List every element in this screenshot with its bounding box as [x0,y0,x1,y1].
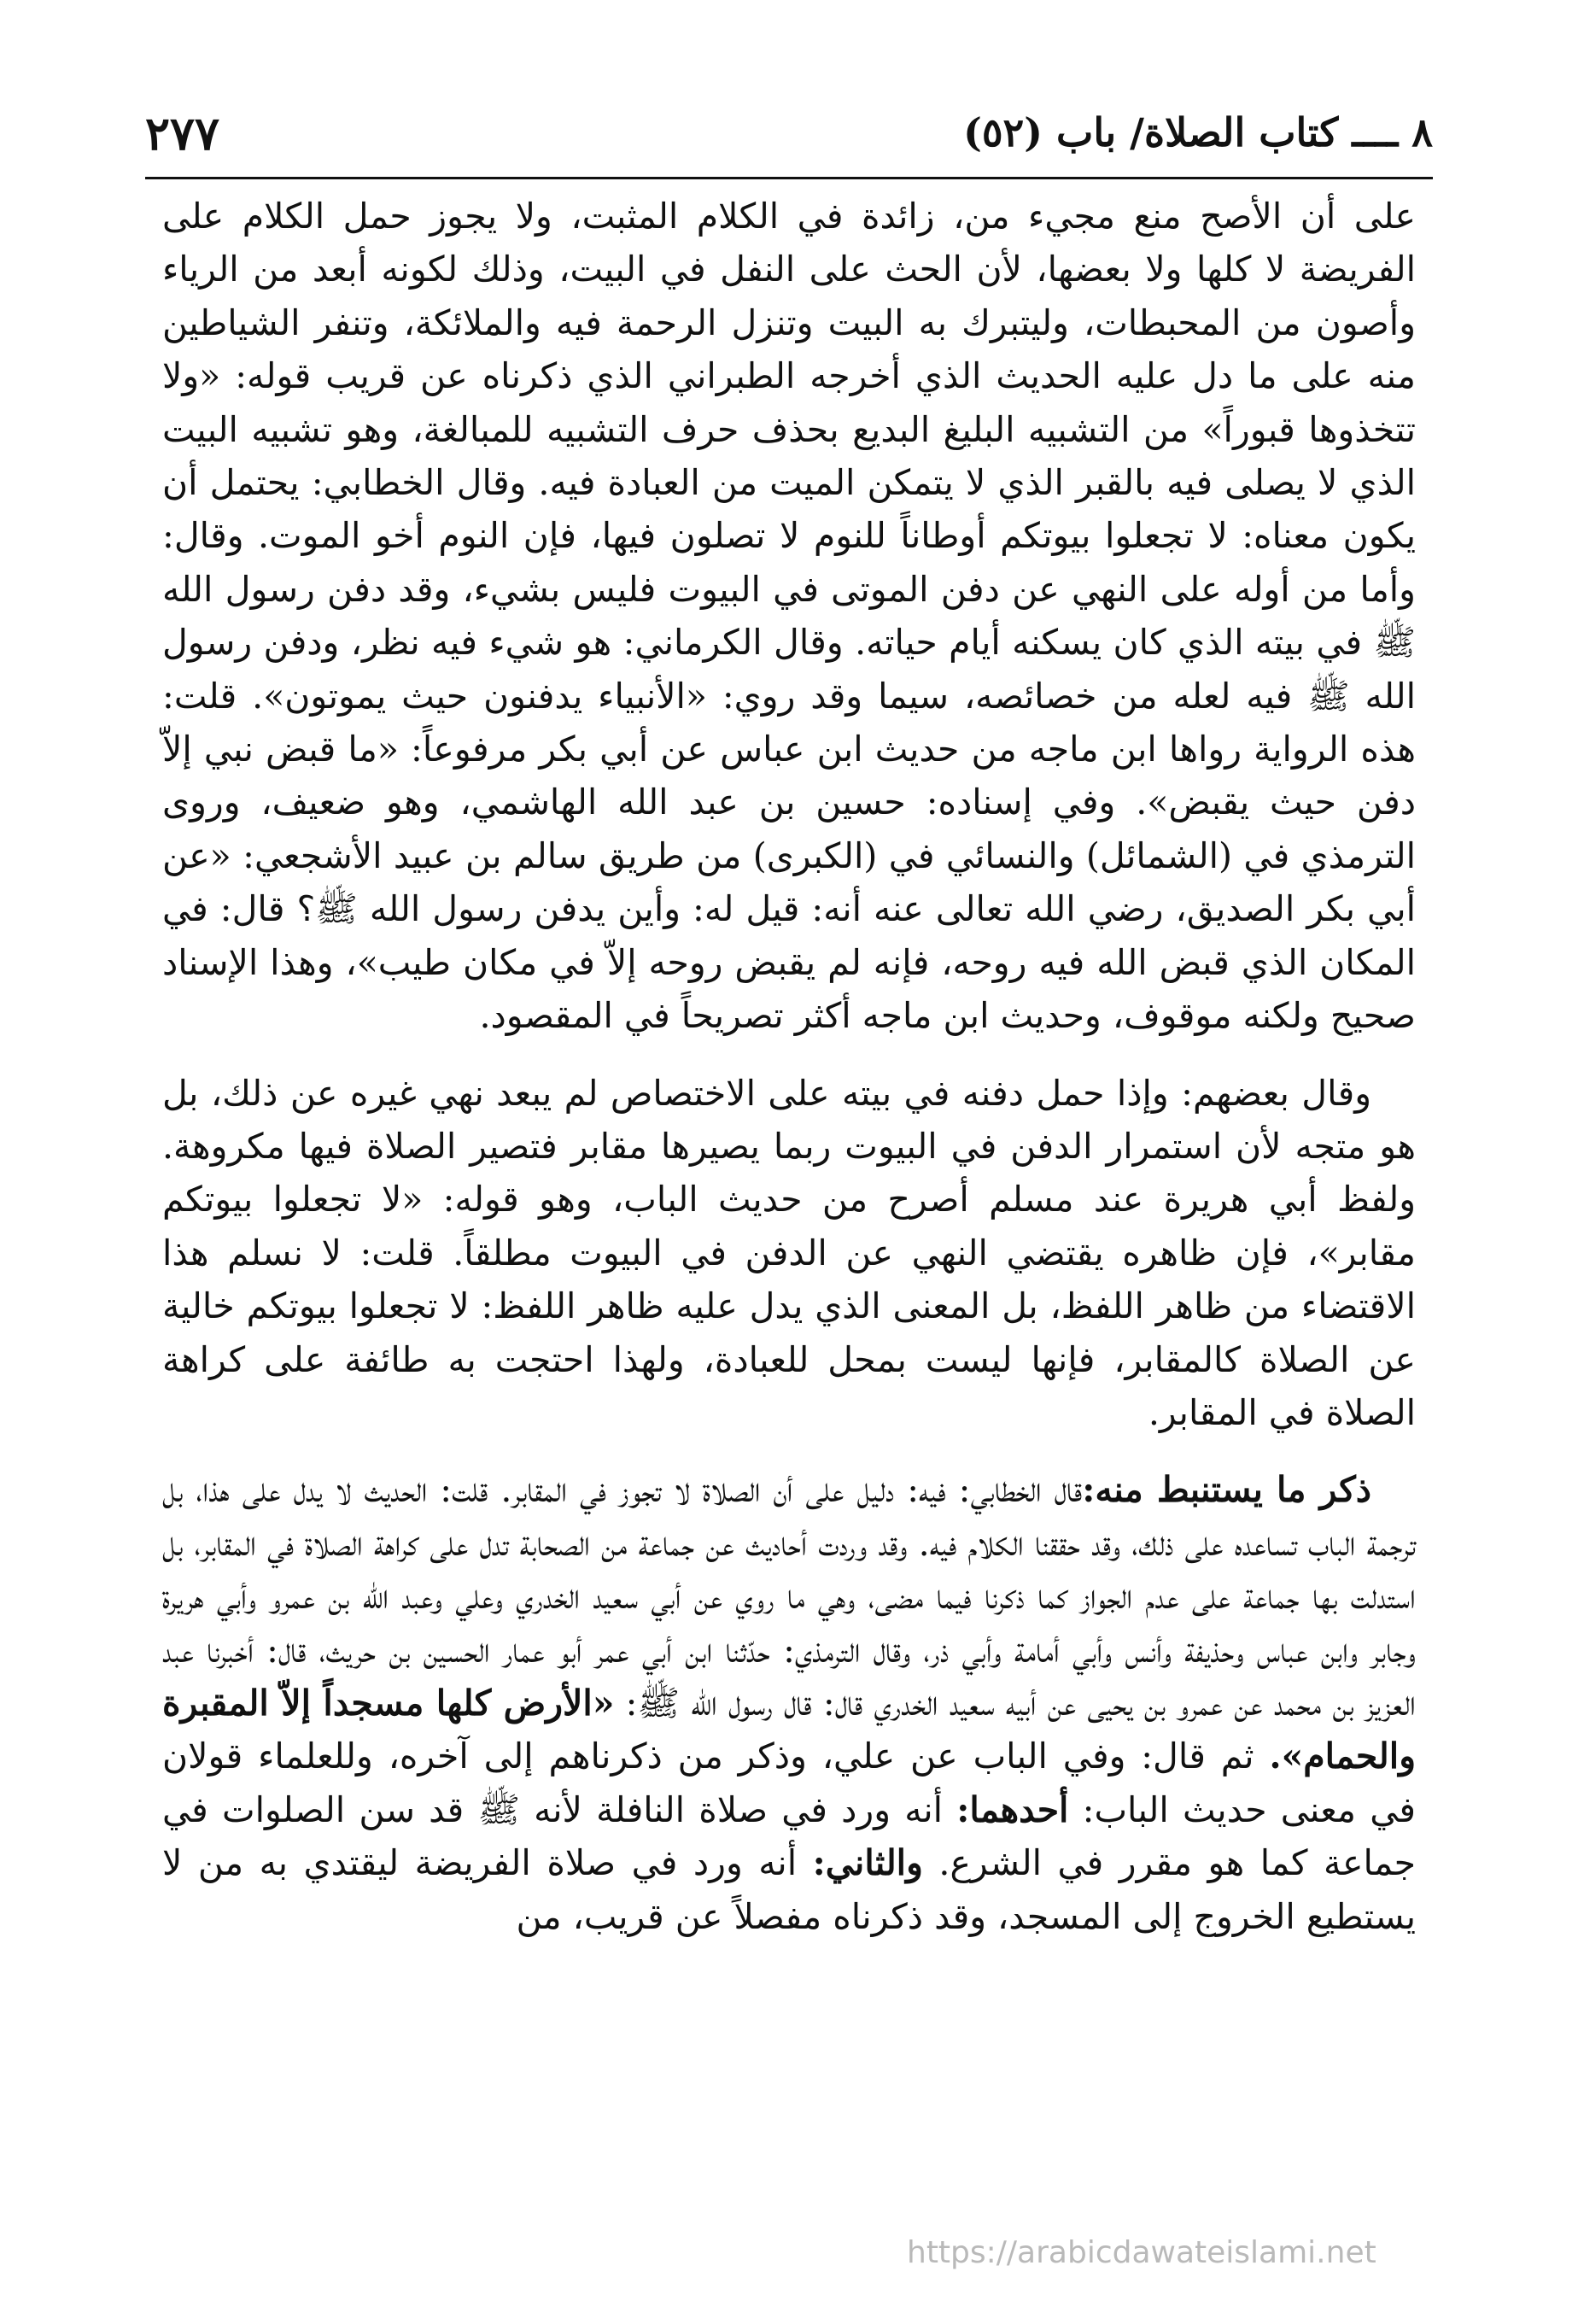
running-header-title: ٨ ــــ كتاب الصلاة/ باب (٥٢) [963,109,1433,155]
source-watermark: https://arabicdawateislami.net [907,2235,1376,2270]
hadith-quote: «الأرض كلها مسجداً إلاّ المقبرة والحمام». [162,1682,1416,1777]
paragraph-1: على أن الأصح منع مجيء من، زائدة في الكلام المثبت، ولا يجوز حمل الكلام على الفريضة لا كلها ولا بعضها، لأن الحث على النفل في البيت، وذلك لكونه أبعد من الرياء وأصون من المحبطات، وليتبرك به البيت وتنزل الرحمة فيه والملائكة، وتنفر الشياطين منه على ما دل عليه الحديث الذي أخرجه الطبراني الذي ذكرناه عن قريب قوله: «ولا تتخذوها قبوراً» من التشبيه البليغ البديع بحذف حرف التشبيه للمبالغة، وهو تشبيه البيت الذي لا يصلى فيه بالقبر الذي لا يتمكن الميت من العبادة فيه. وقال الخطابي: يحتمل أن يكون معناه: لا تجعلوا بيوتكم أوطاناً للنوم لا تصلون فيها، فإن النوم أخو الموت. وقال: وأما من أوله على النهي عن دفن الموتى في البيوت فليس بشيء، وقد دفن رسول الله ﷺ في بيته الذي كان يسكنه أيام حياته. وقال الكرماني: هو شيء فيه نظر، ودفن رسول الله ﷺ فيه لعله من خصائصه، سيما وقد روي: «الأنبياء يدفنون حيث يموتون». قلت: هذه الرواية رواها ابن ماجه من حديث ابن عباس عن أبي بكر مرفوعاً: «ما قبض نبي إلاّ دفن حيث يقبض». وفي إسناده: حسين بن عبد الله الهاشمي، وهو ضعيف، وروى الترمذي في (الشمائل) والنسائي في (الكبرى) من طريق سالم بن عبيد الأشجعي: «عن أبي بكر الصديق، رضي الله تعالى عنه أنه: قيل له: وأين يدفن رسول الله ﷺ؟ قال: في المكان الذي قبض الله فيه روحه، فإنه لم يقبض روحه إلاّ في مكان طيب»، وهذا الإسناد صحيح ولكنه موقوف، وحديث ابن ماجه أكثر تصريحاً في المقصود. [162,196,1416,1037]
header-rule [145,177,1433,179]
paragraph-2: وقال بعضهم: وإذا حمل دفنه في بيته على الاختصاص لم يبعد نهي غيره عن ذلك، بل هو متجه لأن استمرار الدفن في البيوت ربما يصيرها مقابر فتصير الصلاة فيها مكروهة. ولفظ أبي هريرة عند مسلم أصرح من حديث الباب، وهو قوله: «لا تجعلوا بيوتكم مقابر»، فإن ظاهره يقتضي النهي عن الدفن في البيوت مطلقاً. قلت: لا نسلم هذا الاقتضاء من ظاهر اللفظ، بل المعنى الذي يدل عليه ظاهر اللفظ: لا تجعلوا بيوتكم خالية عن الصلاة كالمقابر، فإنها ليست بمحل للعبادة، ولهذا احتجت به طائفة على كراهة الصلاة في المقابر. [162,1072,1416,1433]
page-header [145,101,1433,179]
page-number: ٢٧٧ [145,106,220,161]
paragraph-3-body: قال الخطابي: فيه: دليل على أن الصلاة لا تجوز في المقابر. قلت: الحديث لا يدل على هذا، بل ترجمة الباب تساعده على ذلك، وقد حققنا الكلام فيه. وقد وردت أحاديث عن جماعة من الصحابة تدل على كراهة الصلاة في المقابر، بل استدلت بها جماعة على عدم الجواز كما ذكرنا فيما مضى، وهي ما روي عن أبي سعيد الخدري وعلي وعبد الله بن عمرو وأبي هريرة وجابر وابن عباس وحذيفة وأنس وأبي أمامة وأبي ذر، وقال الترمذي: حدّثنا ابن أبي عمر أبو عمار الحسين بن حريث، قال: أخبرنا عبد العزيز بن محمد عن عمرو بن يحيى عن أبيه سعيد الخدري قال: قال رسول الله ﷺ: [162,1469,1416,1724]
first-opinion-text: أنه ورد في صلاة النافلة لأنه ﷺ قد سن الصلوات في جماعة كما هو مقرر في الشرع. [162,1788,1416,1884]
paragraph-3 [162,1463,1416,1943]
second-opinion-text: أنه ورد في صلاة الفريضة ليقتدي به من لا يستطيع الخروج إلى المسجد، وقد ذكرناه مفصلاً عن قريب، من [162,1842,1416,1937]
paragraph-3-after-quote: ثم قال: وفي الباب عن علي، وذكر من ذكرناهم إلى آخره، وللعلماء قولان في معنى حديث الباب: [162,1736,1416,1830]
section-heading: ذكر ما يستنبط منه: [1082,1469,1371,1511]
page-body [162,190,1416,1943]
second-opinion-label: والثاني: [812,1842,923,1884]
first-opinion-label: أحدهما: [956,1788,1069,1830]
